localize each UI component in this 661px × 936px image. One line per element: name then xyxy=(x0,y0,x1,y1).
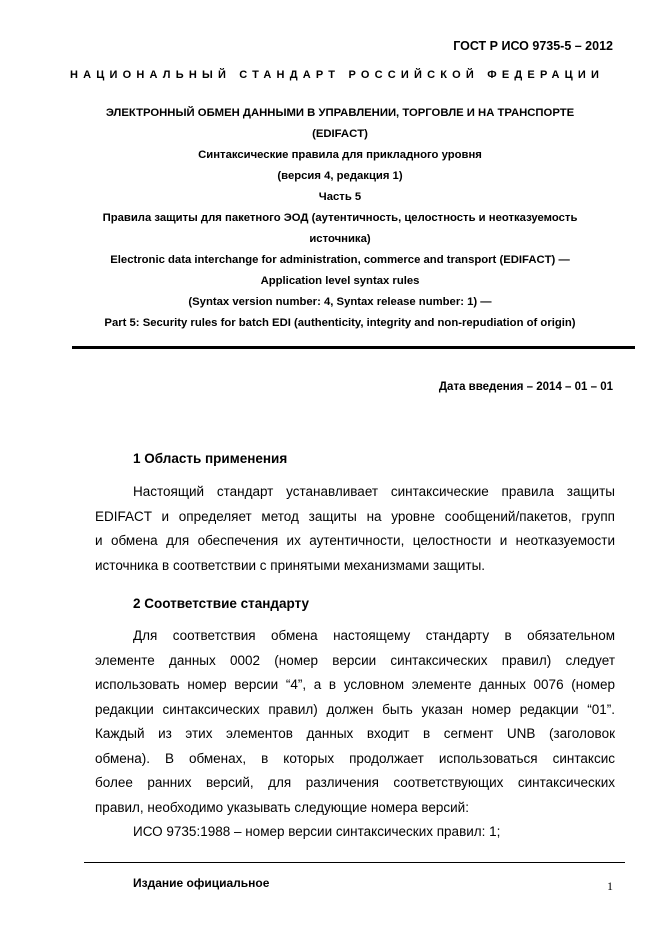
paragraph-line: EDIFACT и определяет метод защиты на уровне сообщений/пакетов, групп xyxy=(95,508,615,524)
title-line: Правила защиты для пакетного ЭОД (аутентичность, целостность и неотказуемость xyxy=(102,212,578,224)
title-line: Часть 5 xyxy=(318,191,362,203)
title-line: (EDIFACT) xyxy=(312,128,368,140)
title-line: ЭЛЕКТРОННЫЙ ОБМЕН ДАННЫМИ В УПРАВЛЕНИИ, ТОРГОВЛЕ И НА ТРАНСПОРТЕ xyxy=(105,107,575,119)
paragraph-line: ИСО 9735:1988 – номер версии синтаксических правил: 1; xyxy=(133,824,501,839)
title-divider xyxy=(72,346,635,349)
paragraph-line: источника в соответствии с принятыми механизмами защиты. xyxy=(95,557,486,573)
paragraph-line: Настоящий стандарт устанавливает синтаксические правила защиты xyxy=(133,484,615,499)
section-heading-scope: 1 Область применения xyxy=(133,451,288,466)
official-edition-label: Издание официальное xyxy=(133,876,270,890)
section-body-scope xyxy=(95,480,615,578)
paragraph-line: редакции синтаксических правил) должен быть указан номер редакции “01”. xyxy=(95,701,615,717)
paragraph-line: использовать номер версии “4”, а в условном элементе данных 0076 (номер xyxy=(95,677,615,692)
paragraph-line: и обмена для обеспечения их аутентичности, целостности и неотказуемости xyxy=(95,533,615,548)
title-line: (Syntax version number: 4, Syntax release number: 1) — xyxy=(188,296,492,308)
title-line: источника) xyxy=(309,233,371,245)
paragraph-line: обмена). В обменах, в которых продолжает использоваться синтаксис xyxy=(95,750,615,766)
paragraph-line: правил, необходимо указывать следующие номера версий: xyxy=(95,799,469,815)
page-number: 1 xyxy=(607,879,613,893)
document-code: ГОСТ Р ИСО 9735-5 – 2012 xyxy=(453,39,613,53)
document-title xyxy=(60,103,620,334)
title-line: Electronic data interchange for administration, commerce and transport (EDIFACT) — xyxy=(110,254,570,266)
introduction-date: Дата введения – 2014 – 01 – 01 xyxy=(438,381,613,393)
paragraph-line: Каждый из этих элементов данных входит в сегмент UNB (заголовок xyxy=(95,726,615,741)
title-line: Application level syntax rules xyxy=(260,275,420,287)
title-line: Синтаксические правила для прикладного уровня xyxy=(198,149,482,161)
paragraph-line: элементе данных 0002 (номер версии синтаксических правил) следует xyxy=(95,652,615,668)
paragraph-line: Для соответствия обмена настоящему стандарту в обязательном xyxy=(133,628,615,643)
title-line: Part 5: Security rules for batch EDI (authenticity, integrity and non-repudiation of origin) xyxy=(104,317,576,329)
footer-divider xyxy=(84,862,625,863)
section-body-conformance xyxy=(95,624,615,845)
section-heading-conformance: 2 Соответствие стандарту xyxy=(133,596,310,611)
title-line: (версия 4, редакция 1) xyxy=(277,170,403,182)
national-standard-banner: НАЦИОНАЛЬНЫЙ СТАНДАРТ РОССИЙСКОЙ ФЕДЕРАЦИИ xyxy=(70,69,605,81)
paragraph-line: более ранних версий, для различения соответствующих синтаксических xyxy=(95,775,615,790)
